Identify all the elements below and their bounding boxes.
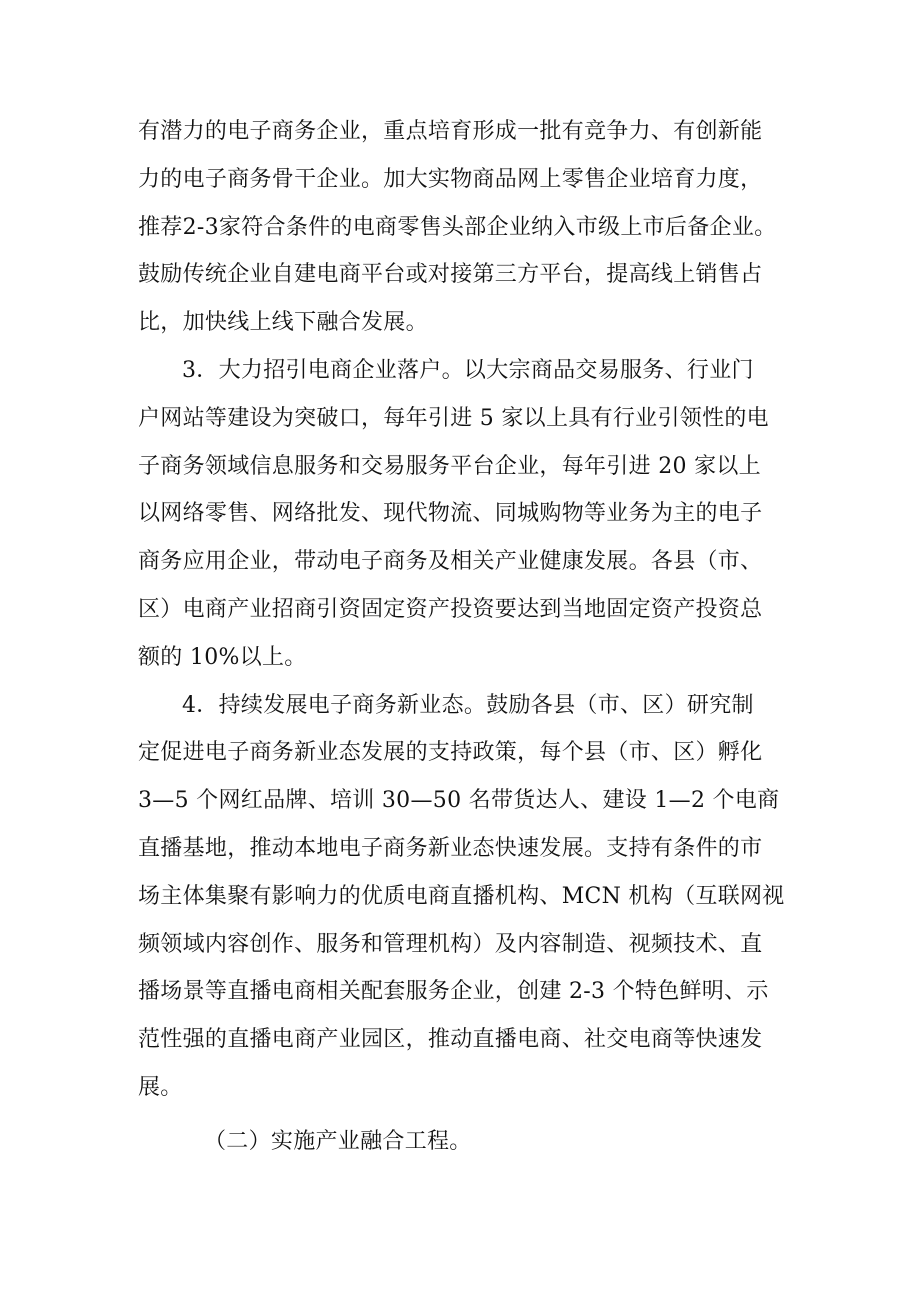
text-line: 推荐2-3家符合条件的电商零售头部企业纳入市级上市后备企业。 [138, 214, 777, 240]
text-line: 商务应用企业，带动电子商务及相关产业健康发展。各县（市、 [138, 549, 763, 575]
paragraph-item-4 [138, 686, 818, 1116]
text-line: 区）电商产业招商引资固定资产投资要达到当地固定资产投资总 [138, 596, 763, 622]
text-line: 户网站等建设为突破口，每年引进 5 家以上具有行业引领性的电 [138, 405, 769, 431]
text-line: 比，加快线上线下融合发展。 [138, 310, 428, 336]
text-line: 场主体集聚有影响力的优质电商直播机构、MCN 机构（互联网视 [138, 883, 785, 909]
text-line: 直播基地，推动本地电子商务新业态快速发展。支持有条件的市 [138, 835, 763, 861]
section-heading: （二）实施产业融合工程。 [204, 1128, 472, 1154]
text-line: 力的电子商务骨干企业。加大实物商品网上零售企业培育力度， [138, 166, 763, 192]
text-line: 以网络零售、网络批发、现代物流、同城购物等业务为主的电子 [138, 501, 763, 527]
paragraph-item-3 [138, 351, 818, 686]
item-3-heading-line: 3．大力招引电商企业落户。以大宗商品交易服务、行业门 [182, 357, 754, 383]
text-line: 展。 [138, 1074, 183, 1100]
text-line: 3—5 个网红品牌、培训 30—50 名带货达人、建设 1—2 个电商 [138, 788, 780, 814]
item-4-heading-line: 4．持续发展电子商务新业态。鼓励各县（市、区）研究制 [182, 692, 754, 718]
text-line: 有潜力的电子商务企业，重点培育形成一批有竞争力、有创新能 [138, 119, 763, 144]
text-line: 额的 10%以上。 [138, 644, 307, 670]
text-line: 定促进电子商务新业态发展的支持政策，每个县（市、区）孵化 [138, 740, 763, 766]
text-line: 范性强的直播电商产业园区，推动直播电商、社交电商等快速发 [138, 1027, 763, 1053]
document-page [138, 112, 818, 1170]
text-line: 鼓励传统企业自建电商平台或对接第三方平台，提高线上销售占 [138, 262, 763, 288]
text-line: 播场景等直播电商相关配套服务企业，创建 2-3 个特色鲜明、示 [138, 979, 769, 1005]
section-heading-2 [138, 1122, 818, 1170]
text-line: 频领域内容创作、服务和管理机构）及内容制造、视频技术、直 [138, 931, 763, 957]
text-line: 子商务领域信息服务和交易服务平台企业，每年引进 20 家以上 [138, 453, 761, 479]
paragraph-continued [138, 112, 818, 351]
